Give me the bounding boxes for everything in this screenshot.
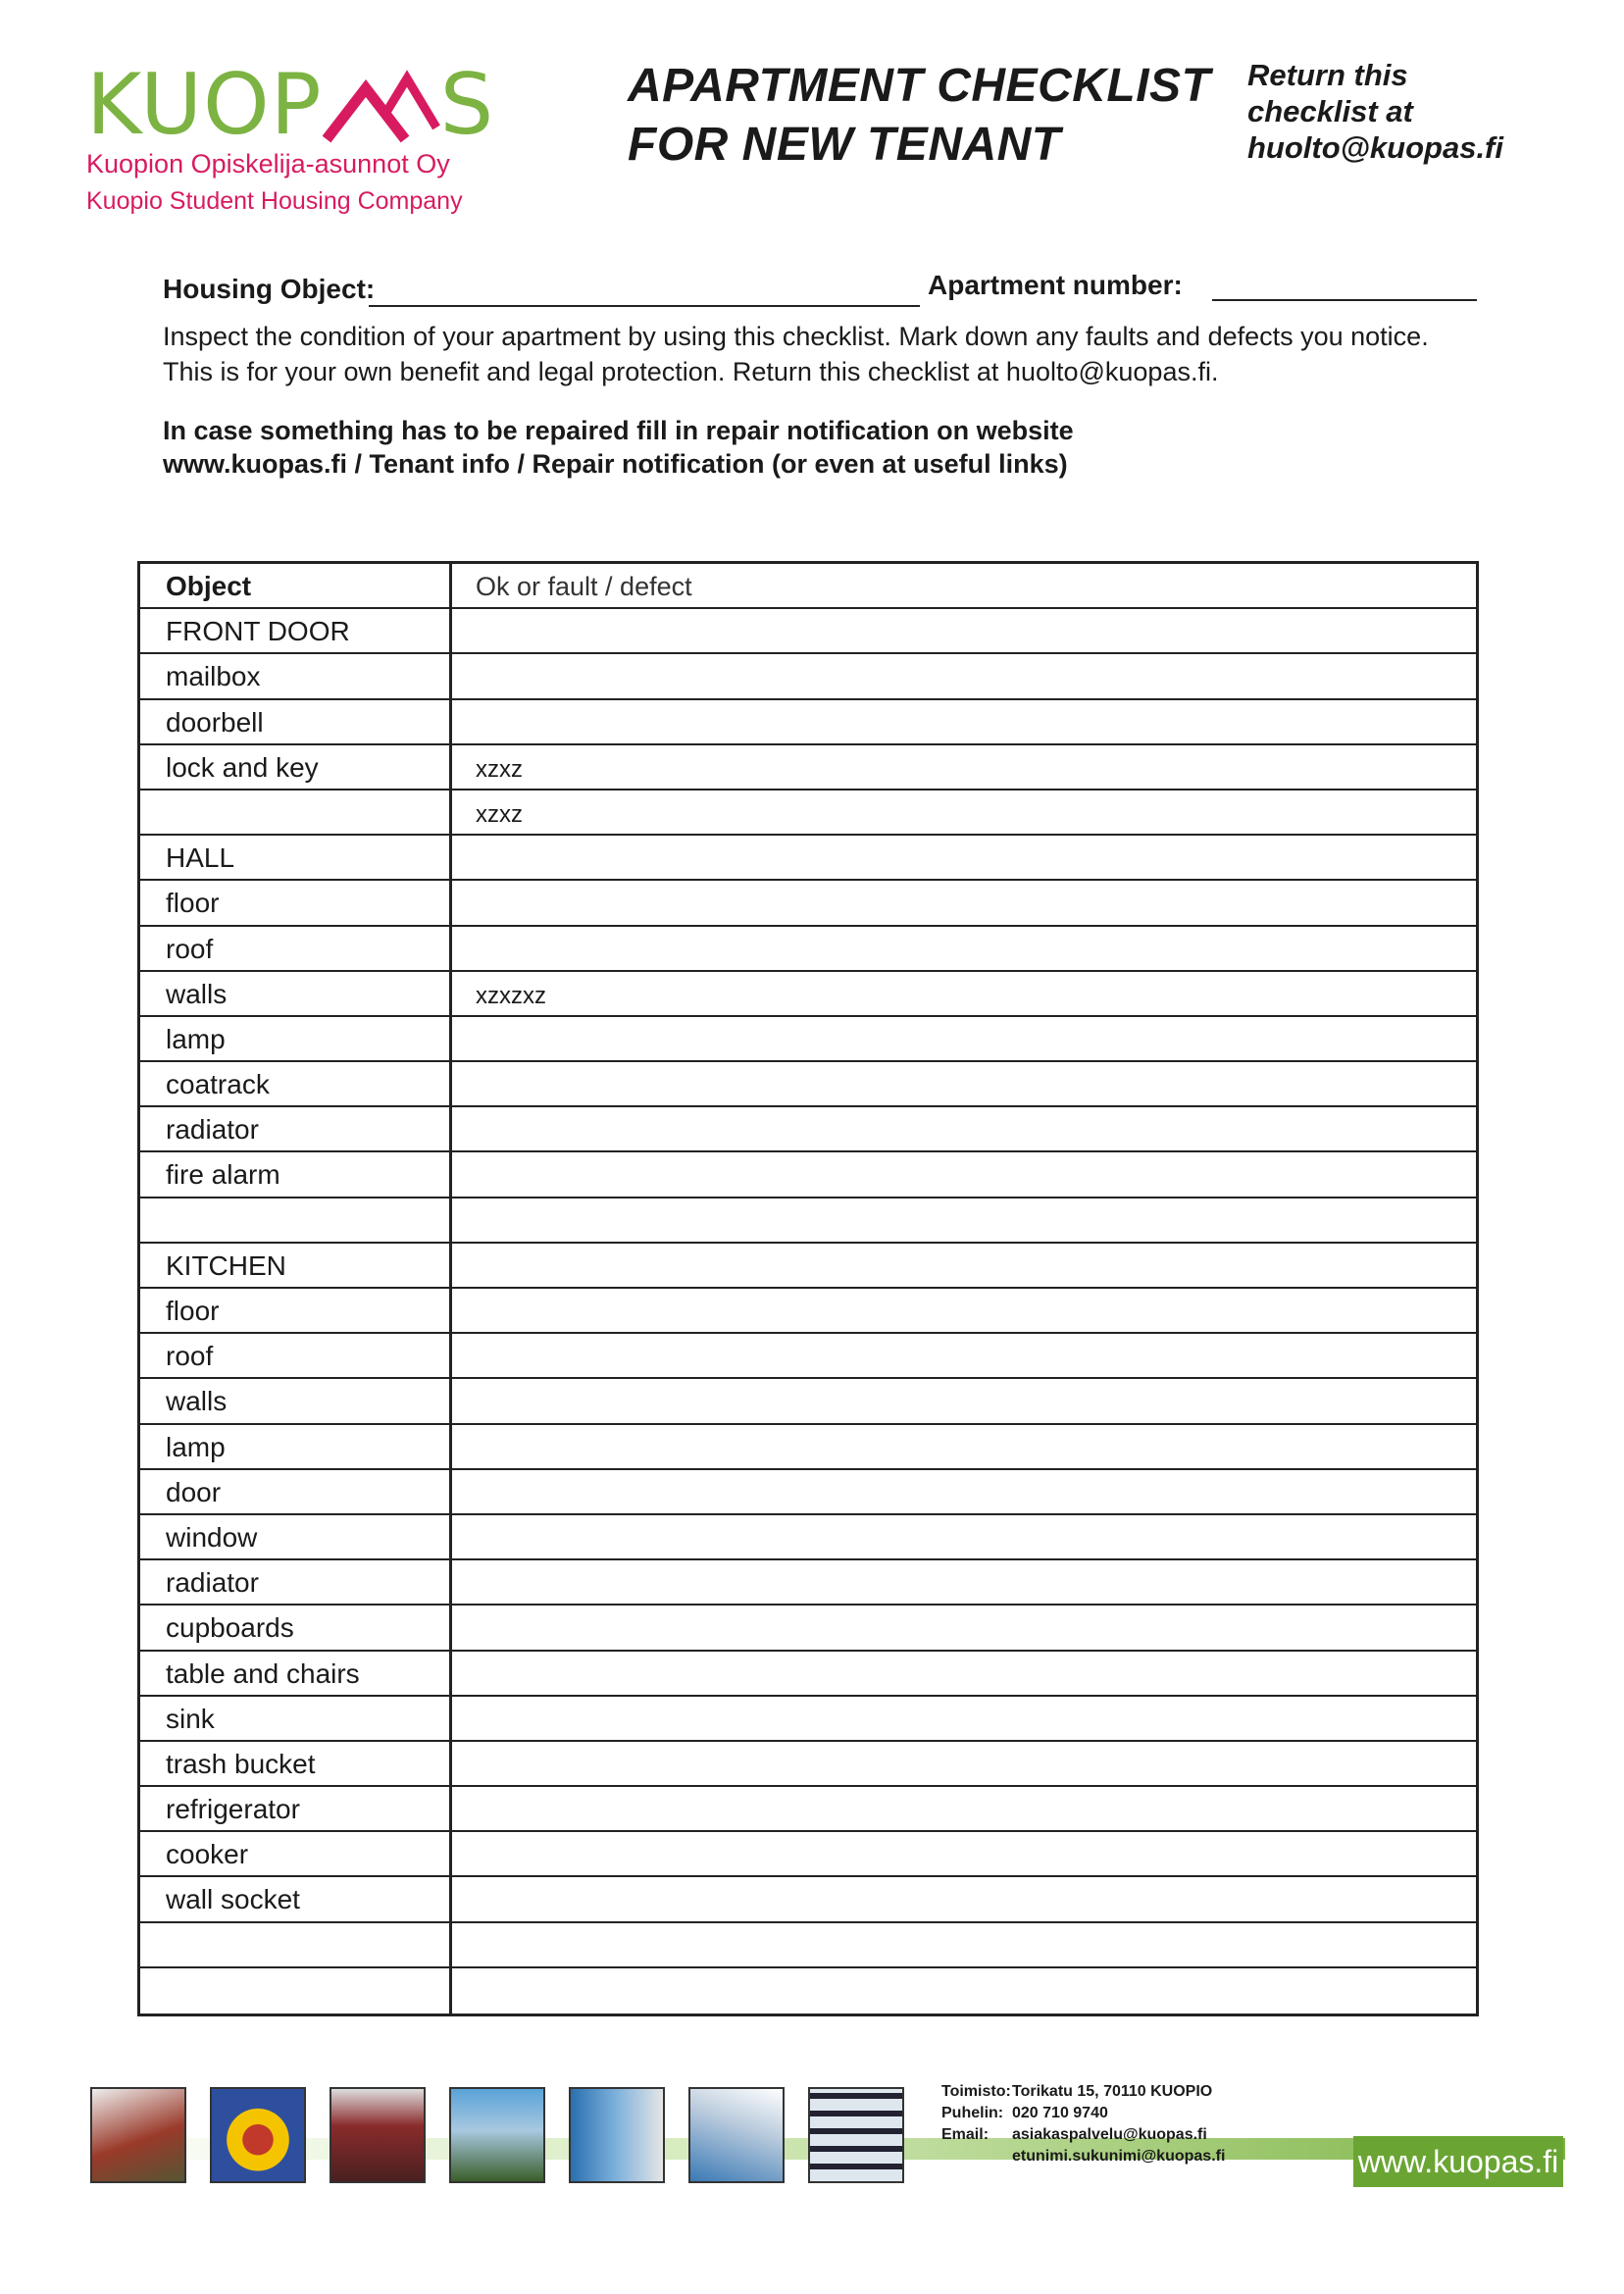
status-cell[interactable] (452, 1107, 1476, 1150)
status-cell[interactable] (452, 1017, 1476, 1060)
table-row (140, 700, 1476, 745)
table-row (140, 1379, 1476, 1424)
company-logo (86, 57, 508, 214)
object-cell: walls (140, 972, 452, 1015)
repair-line-2: www.kuopas.fi / Tenant info / Repair notification (or even at useful links) (163, 449, 1068, 479)
table-row (140, 1198, 1476, 1244)
status-cell[interactable]: xzxz (476, 800, 523, 828)
status-cell[interactable] (452, 1152, 1476, 1196)
object-cell: window (140, 1515, 452, 1558)
object-cell: wall socket (140, 1877, 452, 1920)
status-cell[interactable] (452, 1923, 1476, 1966)
house-roof-icon (323, 69, 440, 147)
object-cell: radiator (140, 1560, 452, 1604)
phone-label: Puhelin: (941, 2105, 1004, 2121)
object-cell: coatrack (140, 1062, 452, 1105)
table-row (140, 836, 1476, 881)
building-photo (569, 2087, 665, 2183)
contact-info (941, 2081, 1225, 2167)
return-note-email: huolto@kuopas.fi (1247, 130, 1503, 165)
building-photo (808, 2087, 904, 2183)
object-cell: refrigerator (140, 1787, 452, 1830)
logo-subtitle-en: Kuopio Student Housing Company (86, 187, 463, 215)
object-cell: sink (140, 1697, 452, 1740)
repair-line-1: In case something has to be repaired fill in repair notification on website (163, 416, 1074, 445)
object-cell: floor (140, 881, 452, 924)
object-cell: floor (140, 1289, 452, 1332)
status-cell[interactable] (452, 1968, 1476, 2014)
form-fields (163, 270, 1487, 309)
return-note-line-2: checklist at (1247, 94, 1413, 128)
object-cell: cooker (140, 1832, 452, 1875)
housing-object-field[interactable] (369, 305, 920, 307)
table-row (140, 1425, 1476, 1470)
table-row (140, 1832, 1476, 1877)
phone-number: 020 710 9740 (1012, 2105, 1108, 2121)
status-cell[interactable] (452, 1062, 1476, 1105)
status-cell[interactable] (452, 1470, 1476, 1513)
table-row (140, 1606, 1476, 1651)
status-cell[interactable] (452, 1652, 1476, 1695)
page-title (628, 57, 1210, 175)
title-line-2: FOR NEW TENANT (628, 119, 1061, 171)
housing-object-label: Housing Object: (163, 274, 376, 304)
instructions-line-2: This is for your own benefit and legal protection. Return this checklist at huolto@kuopas.fi. (163, 357, 1219, 386)
status-cell[interactable] (452, 1877, 1476, 1920)
object-cell: lamp (140, 1425, 452, 1468)
object-cell: walls (140, 1379, 452, 1422)
table-row (140, 1152, 1476, 1198)
object-cell: lamp (140, 1017, 452, 1060)
header-status: Ok or fault / defect (476, 572, 692, 601)
table-row (140, 1244, 1476, 1289)
object-cell: radiator (140, 1107, 452, 1150)
logo-wordmark (86, 56, 508, 154)
table-row (140, 1923, 1476, 1968)
status-cell[interactable] (452, 881, 1476, 924)
status-cell[interactable] (452, 1425, 1476, 1468)
object-cell (140, 790, 452, 834)
logo-word-end: S (439, 56, 495, 154)
status-cell[interactable] (452, 1742, 1476, 1785)
status-cell[interactable] (452, 1606, 1476, 1649)
website-link[interactable]: www.kuopas.fi (1353, 2136, 1563, 2187)
object-cell: KITCHEN (140, 1244, 452, 1287)
return-note (1247, 57, 1503, 166)
table-row (140, 790, 1476, 836)
table-row (140, 1334, 1476, 1379)
object-cell: mailbox (140, 654, 452, 697)
email-customer-service[interactable]: asiakaspalvelu@kuopas.fi (1012, 2126, 1207, 2143)
object-cell: table and chairs (140, 1652, 452, 1695)
apartment-number-field[interactable] (1212, 299, 1477, 301)
status-cell[interactable]: xzxzxz (476, 982, 546, 1009)
title-line-1: APARTMENT CHECKLIST (628, 60, 1211, 112)
instructions-paragraph (163, 319, 1497, 389)
return-note-line-1: Return this (1247, 58, 1408, 92)
plant-photo (449, 2087, 545, 2183)
table-row (140, 972, 1476, 1017)
table-row (140, 1742, 1476, 1787)
status-cell[interactable] (452, 1289, 1476, 1332)
table-header-row (140, 564, 1476, 609)
checklist-table (137, 561, 1479, 2016)
object-cell: roof (140, 1334, 452, 1377)
status-cell[interactable] (452, 1560, 1476, 1604)
object-cell: doorbell (140, 700, 452, 743)
status-cell[interactable]: xzxz (476, 755, 523, 783)
table-row (140, 1017, 1476, 1062)
status-cell[interactable] (452, 1198, 1476, 1242)
status-cell[interactable] (452, 1515, 1476, 1558)
status-cell[interactable] (452, 609, 1476, 652)
logo-subtitle-fi: Kuopion Opiskelija-asunnot Oy (86, 149, 450, 178)
repair-paragraph (163, 414, 1497, 481)
instructions-line-1: Inspect the condition of your apartment by using this checklist. Mark down any faults and defects you notice. (163, 322, 1429, 351)
object-cell: trash bucket (140, 1742, 452, 1785)
status-cell[interactable] (452, 1334, 1476, 1377)
table-row (140, 1107, 1476, 1152)
object-cell: FRONT DOOR (140, 609, 452, 652)
status-cell[interactable] (452, 1832, 1476, 1875)
table-row (140, 745, 1476, 790)
building-photo (90, 2087, 186, 2183)
object-cell: door (140, 1470, 452, 1513)
sunflower-photo (210, 2087, 306, 2183)
status-cell[interactable] (452, 1379, 1476, 1422)
office-label: Toimisto: (941, 2083, 1011, 2100)
object-cell (140, 1198, 452, 1242)
object-cell: lock and key (140, 745, 452, 789)
footer-photo-strip (90, 2087, 904, 2183)
status-cell[interactable] (452, 836, 1476, 879)
table-row (140, 1697, 1476, 1742)
table-row (140, 609, 1476, 654)
status-cell[interactable] (452, 1244, 1476, 1287)
table-row (140, 1470, 1476, 1515)
winter-photo (688, 2087, 785, 2183)
table-row (140, 1652, 1476, 1697)
table-row (140, 1062, 1476, 1107)
object-cell: fire alarm (140, 1152, 452, 1196)
object-cell (140, 1923, 452, 1966)
apartment-number-label: Apartment number: (928, 270, 1183, 300)
status-cell[interactable] (452, 700, 1476, 743)
office-address: Torikatu 15, 70110 KUOPIO (1012, 2083, 1213, 2100)
table-row (140, 927, 1476, 972)
status-cell[interactable] (452, 1787, 1476, 1830)
table-row (140, 1968, 1476, 2014)
object-cell: cupboards (140, 1606, 452, 1649)
object-cell: HALL (140, 836, 452, 879)
table-row (140, 1877, 1476, 1922)
email-personal[interactable]: etunimi.sukunimi@kuopas.fi (1012, 2148, 1226, 2165)
email-label: Email: (941, 2126, 990, 2143)
table-row (140, 881, 1476, 926)
table-row (140, 1787, 1476, 1832)
object-cell (140, 1968, 452, 2014)
header-object: Object (140, 564, 452, 607)
table-row (140, 1560, 1476, 1606)
table-row (140, 1289, 1476, 1334)
object-cell: roof (140, 927, 452, 970)
building-photo (330, 2087, 426, 2183)
status-cell[interactable] (452, 1697, 1476, 1740)
logo-word-start: KUOP (86, 56, 323, 154)
status-cell[interactable] (452, 927, 1476, 970)
table-row (140, 1515, 1476, 1560)
status-cell[interactable] (452, 654, 1476, 697)
table-row (140, 654, 1476, 699)
